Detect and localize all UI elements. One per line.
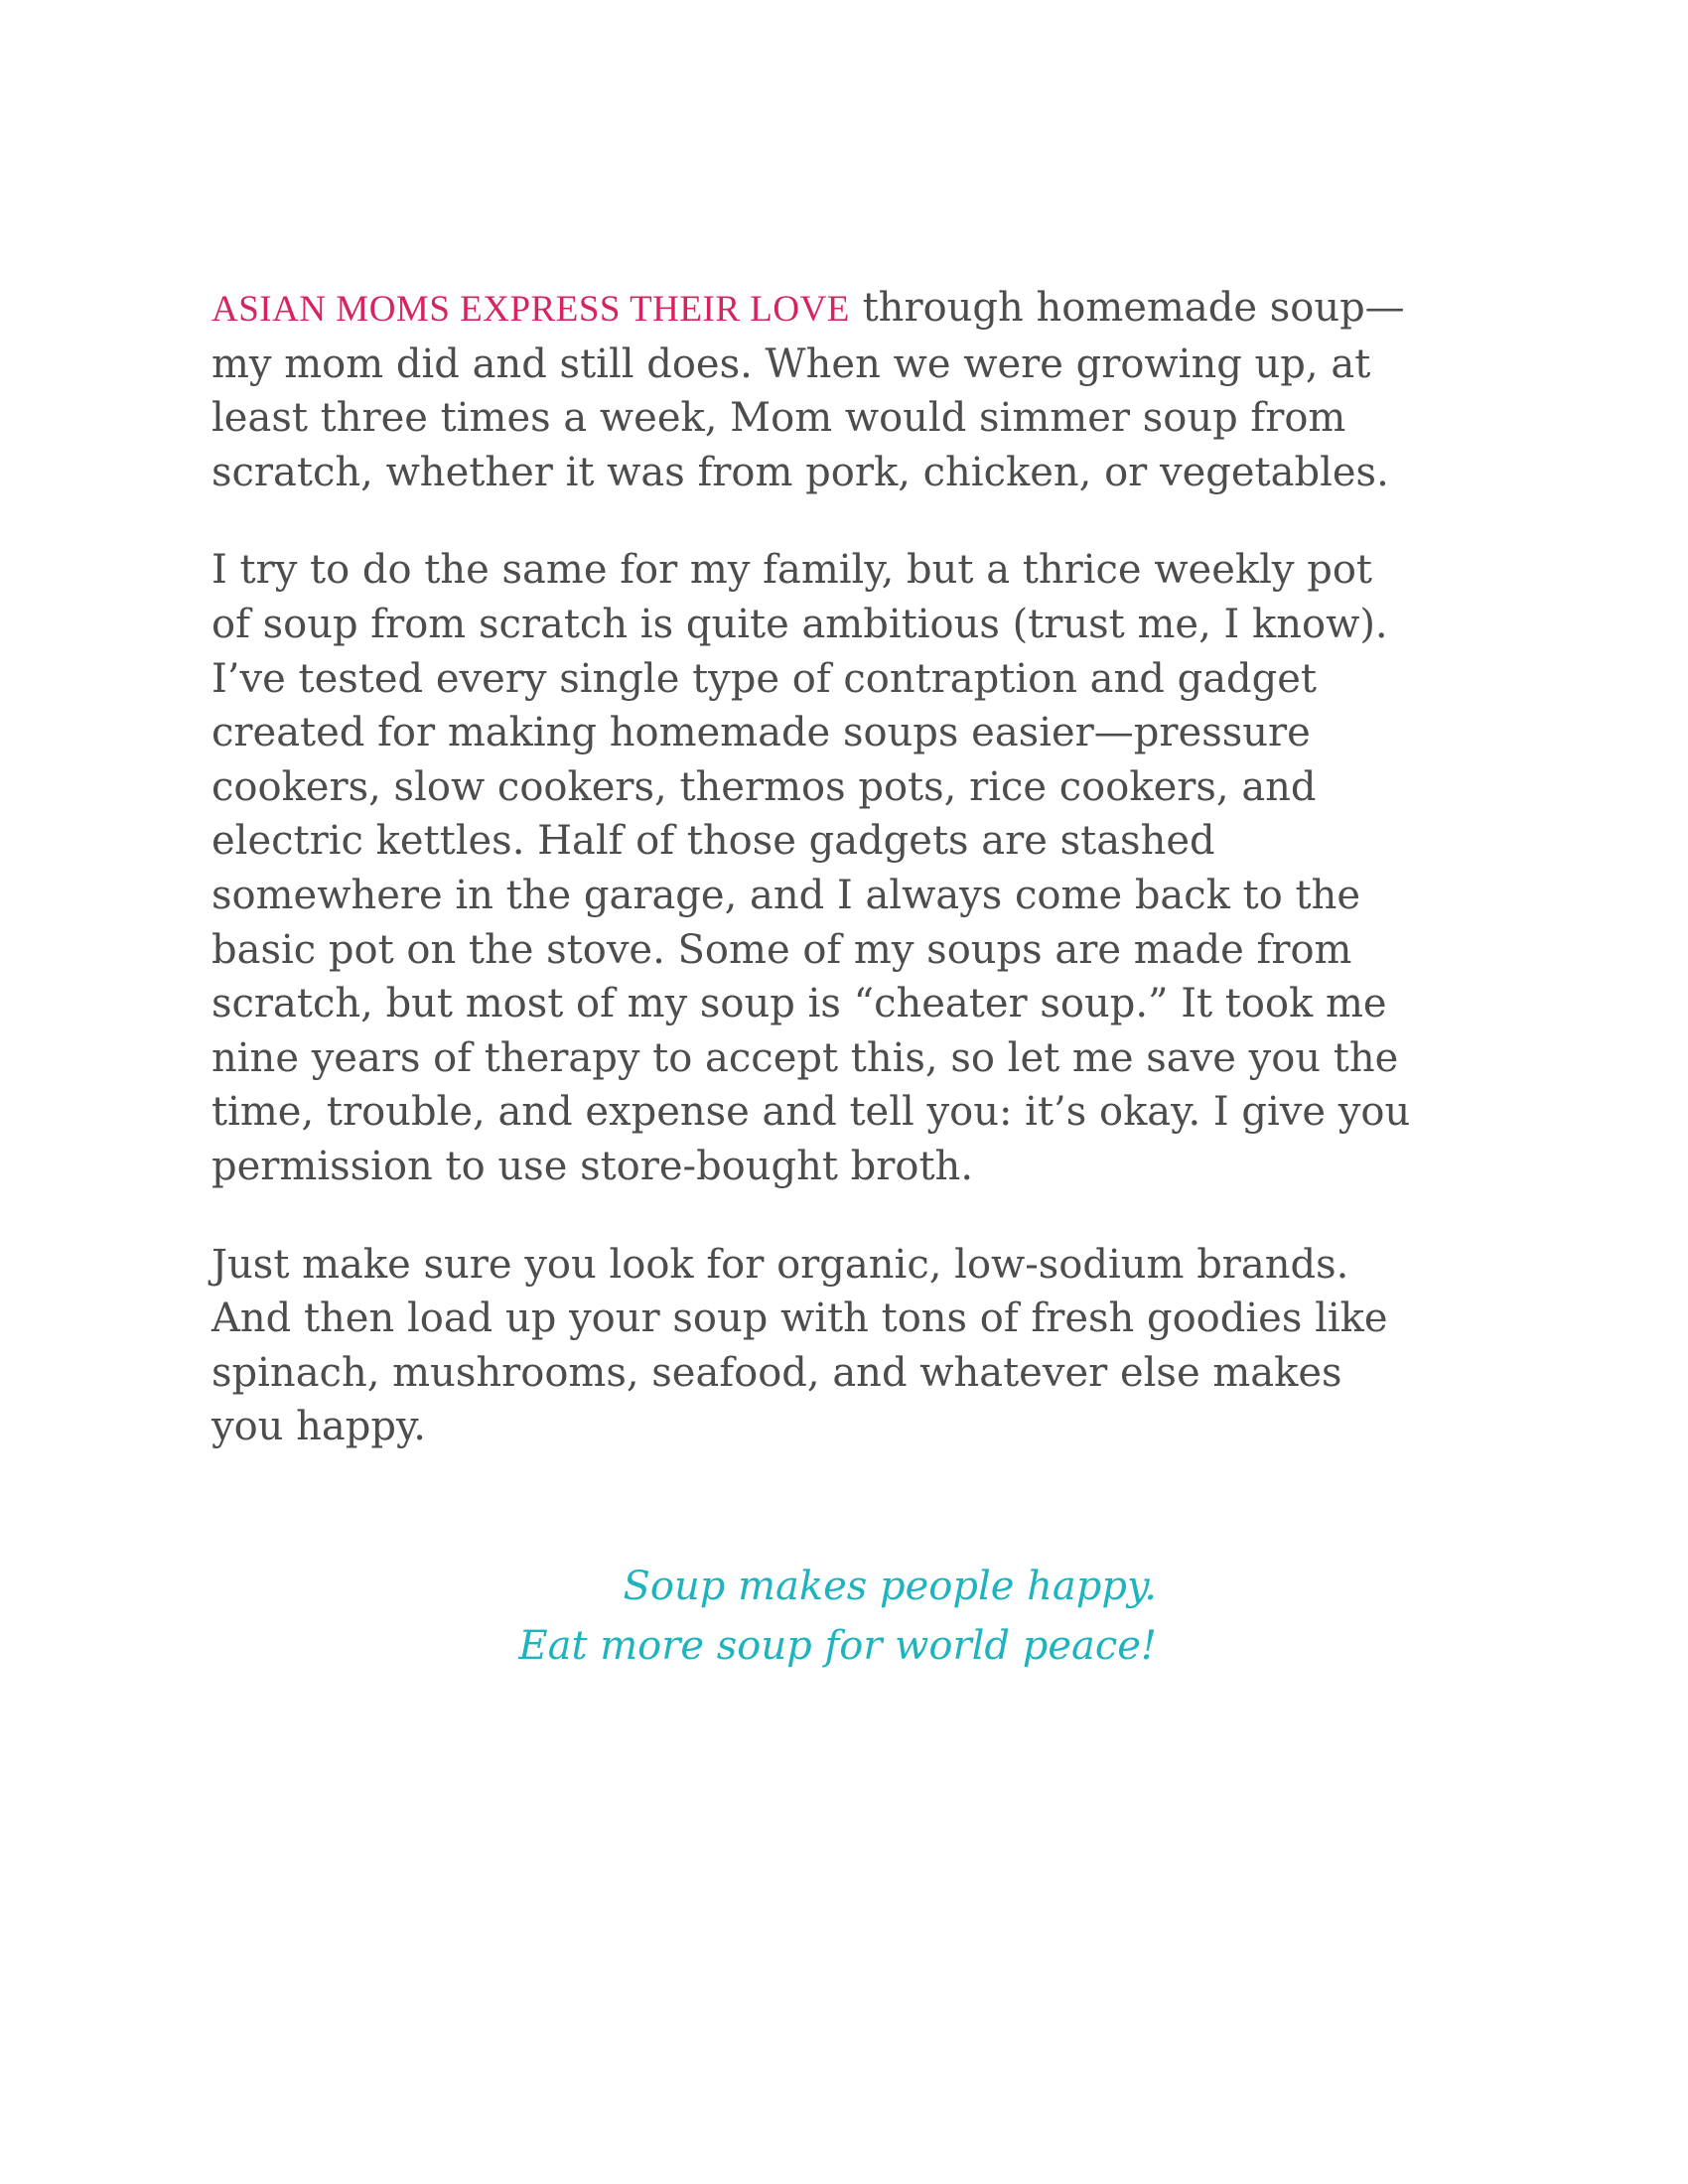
paragraph-2-line: basic pot on the stove. Some of my soups are made from [211,926,1352,973]
paragraph-3-line: Just make sure you look for organic, low-sodium brands. [211,1241,1349,1288]
paragraph-3-line: And then load up your soup with tons of fresh goodies like [211,1296,1388,1342]
paragraph-2-line: I try to do the same for my family, but a thrice weekly pot [211,547,1373,594]
article-body [211,281,1502,1498]
paragraph-2-line: permission to use store-bought broth. [211,1143,974,1189]
intro-line: my mom did and still does. When we were growing up, at [211,341,1371,387]
intro-line: scratch, whether it was from pork, chicken, or vegetables. [211,449,1389,495]
intro-line-1-rest: through homemade soup— [849,285,1405,331]
paragraph-2-line: electric kettles. Half of those gadgets are stashed [211,818,1215,865]
lead-in-text: ASIAN MOMS EXPRESS THEIR LOVE [211,289,850,330]
paragraph-3-line: you happy. [211,1404,426,1450]
intro-paragraph [211,281,1502,499]
paragraph-2-line: cookers, slow cookers, thermos pots, rice cookers, and [211,763,1317,810]
paragraph-2-line: created for making homemade soups easier—pressure [211,710,1311,756]
paragraph-2 [211,543,1502,1193]
paragraph-2-line: time, trouble, and expense and tell you: it’s okay. I give you [211,1089,1411,1136]
paragraph-2-line: scratch, but most of my soup is “cheater soup.” It took me [211,981,1387,1027]
paragraph-2-line: I’ve tested every single type of contraption and gadget [211,655,1318,702]
intro-line: least three times a week, Mom would simmer soup from [211,395,1346,442]
paragraph-2-line: nine years of therapy to accept this, so let me save you the [211,1034,1399,1081]
intro-line-1 [211,281,1502,338]
paragraph-3-line: spinach, mushrooms, seafood, and whatever else makes [211,1349,1342,1396]
closing-tagline [518,1557,1157,1676]
closing-line-1: Soup makes people happy. [623,1564,1157,1609]
paragraph-2-line: somewhere in the garage, and I always come back to the [211,872,1361,918]
paragraph-2-line: of soup from scratch is quite ambitious (trust me, I know). [211,601,1388,647]
paragraph-3 [211,1238,1502,1454]
closing-line-2: Eat more soup for world peace! [518,1623,1157,1669]
